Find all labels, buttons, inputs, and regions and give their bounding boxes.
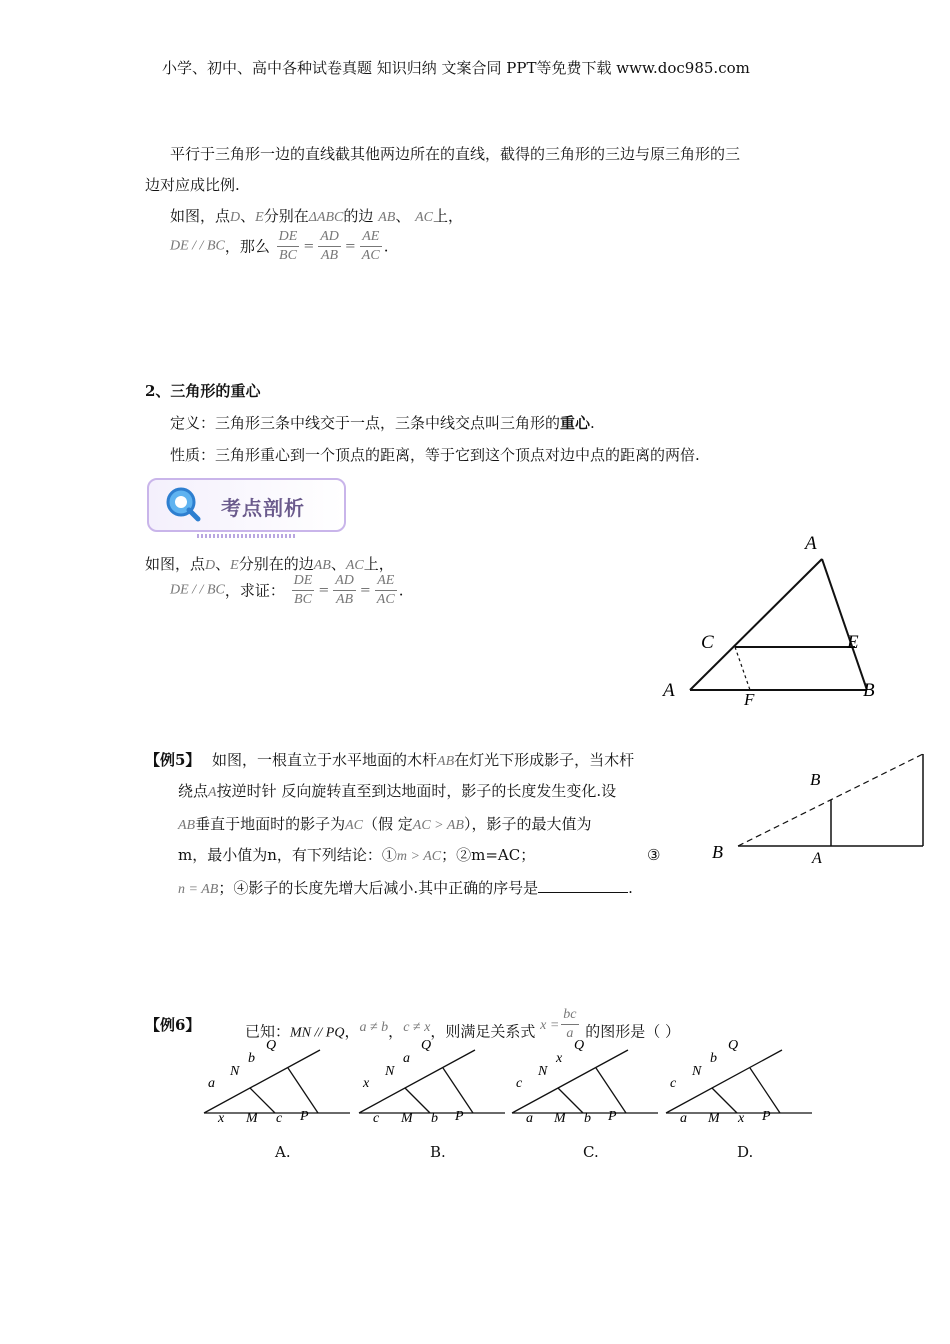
- dashed-segment: [735, 647, 750, 690]
- math-parallel: DE / / BC: [170, 238, 225, 254]
- example-5-line-4: [178, 844, 535, 868]
- option-letter-3[interactable]: C.: [583, 1143, 599, 1161]
- text: 绕点: [178, 782, 209, 800]
- label-base-3: x: [738, 1111, 745, 1125]
- text: （假 定: [363, 815, 413, 833]
- text: 垂直于地面时的影子为: [195, 815, 346, 833]
- slant-line: [512, 1050, 628, 1113]
- theorem-line-3: [170, 205, 463, 229]
- text: ，那么: [224, 237, 270, 256]
- equals-sign: =: [303, 238, 315, 254]
- math-ab: AB: [437, 754, 455, 769]
- label-left: x: [363, 1076, 370, 1091]
- text: 、: [395, 207, 411, 225]
- label-a: A: [812, 850, 822, 867]
- text: ，则满足关系式: [430, 1022, 536, 1041]
- badge-stripe: [197, 534, 297, 538]
- bold-term: 重心: [560, 414, 591, 432]
- text: 、: [240, 207, 256, 225]
- label-n: N: [230, 1064, 240, 1079]
- math-d: D: [230, 210, 241, 225]
- text: 上，: [363, 555, 394, 573]
- equals-sign: =: [344, 238, 356, 254]
- numerator: AD: [318, 228, 341, 247]
- label-base-1: x: [218, 1111, 225, 1125]
- label-q: Q: [728, 1038, 739, 1053]
- example-5-tag: 【例5】: [145, 751, 201, 769]
- numerator: AE: [375, 572, 397, 591]
- fraction-ad-ab: [333, 572, 356, 609]
- proof-line-2: [170, 572, 403, 609]
- denominator: AB: [336, 592, 354, 607]
- label-upper: a: [403, 1051, 410, 1066]
- math-triangle: ΔABC: [308, 210, 344, 225]
- slant-line: [204, 1050, 320, 1113]
- numerator: AD: [333, 572, 356, 591]
- math-x-eq: x =: [540, 1017, 560, 1033]
- parallel-pq: [596, 1068, 626, 1113]
- label-base-3: c: [276, 1111, 283, 1125]
- numerator: DE: [292, 572, 315, 591]
- text: ；②m=AC；: [441, 846, 536, 864]
- label-c: C: [701, 632, 714, 653]
- example-5-line-2: [178, 780, 616, 804]
- side-left: [690, 559, 822, 690]
- label-m: M: [401, 1111, 413, 1125]
- option-figure-3: [508, 1035, 663, 1125]
- slant-line: [666, 1050, 782, 1113]
- label-left: c: [516, 1076, 523, 1091]
- math-given: MN // PQ: [290, 1025, 345, 1041]
- math-ac: AC: [345, 558, 364, 573]
- label-m: M: [554, 1111, 566, 1125]
- text: 的图形是（ ）: [585, 1022, 681, 1041]
- label-b: B: [863, 680, 875, 701]
- text: 定义：三角形三条中线交于一点，三条中线交点叫三角形的: [170, 414, 561, 432]
- triangle-figure: [655, 530, 895, 710]
- math-condition: AC > AB: [412, 818, 464, 833]
- text: ；④影子的长度先增大后减小.其中正确的序号是: [218, 879, 539, 897]
- theorem-line-4: [170, 228, 388, 265]
- label-base-1: c: [373, 1111, 380, 1125]
- denominator: BC: [279, 248, 297, 263]
- text: ，求证：: [224, 581, 285, 600]
- text: 如图，点: [170, 207, 231, 225]
- label-p: P: [455, 1109, 464, 1124]
- numerator: bc: [561, 1006, 578, 1025]
- text: 如图，一根直立于水平地面的木杆: [212, 751, 438, 769]
- text: 如图，点: [145, 555, 206, 573]
- magnifier-icon: [163, 484, 203, 524]
- label-base-1: a: [680, 1111, 687, 1125]
- text: 分别在的边: [238, 555, 314, 573]
- math-ab: AB: [178, 818, 196, 833]
- example-5-line-1: [212, 749, 634, 773]
- text: 按逆时针 反向旋转直至到达地面时，影子的长度发生变化.设: [216, 782, 617, 800]
- label-p: P: [762, 1109, 771, 1124]
- answer-blank[interactable]: [538, 876, 628, 893]
- math-e: E: [255, 210, 264, 225]
- math-conclusion-3: n = AB: [178, 882, 219, 897]
- math-a: A: [208, 785, 217, 800]
- badge-title: 考点剖析: [221, 496, 305, 520]
- label-m: M: [708, 1111, 720, 1125]
- equals-sign: =: [318, 582, 330, 598]
- denominator: AC: [361, 248, 380, 263]
- label-upper: b: [248, 1051, 255, 1066]
- math-c-neq-x: c ≠ x: [403, 1019, 431, 1035]
- text: 、: [330, 555, 346, 573]
- label-a-top: A: [805, 533, 817, 554]
- option-letter-2[interactable]: B.: [430, 1143, 446, 1161]
- numerator: DE: [277, 228, 300, 247]
- math-ab: AB: [313, 558, 331, 573]
- denominator: BC: [294, 592, 312, 607]
- parallel-mn: [405, 1088, 430, 1113]
- parallel-pq: [443, 1068, 473, 1113]
- text: .: [398, 581, 404, 600]
- fraction-de-bc: [277, 228, 300, 265]
- label-n: N: [538, 1064, 548, 1079]
- math-conclusion-1: m > AC: [396, 849, 442, 864]
- label-n: N: [692, 1064, 702, 1079]
- option-figure-4: [662, 1035, 817, 1125]
- label-q: Q: [266, 1038, 277, 1053]
- shadow-figure: [700, 748, 930, 868]
- label-f: F: [744, 690, 755, 709]
- text: ），影子的最大值为: [463, 815, 592, 833]
- slant-line: [359, 1050, 475, 1113]
- parallel-mn: [712, 1088, 737, 1113]
- parallel-mn: [250, 1088, 275, 1113]
- math-ab: AB: [378, 210, 396, 225]
- label-base-1: a: [526, 1111, 533, 1125]
- page-header: 小学、初中、高中各种试卷真题 知识归纳 文案合同 PPT等免费下载 www.doc985.com: [162, 59, 750, 77]
- label-b-left: B: [712, 842, 723, 862]
- parallel-mn: [558, 1088, 583, 1113]
- math-ac: AC: [415, 210, 433, 225]
- theorem-line-2: 边对应成比例.: [145, 176, 240, 194]
- label-left: c: [670, 1076, 677, 1091]
- section-title: 2、三角形的重心: [145, 382, 261, 400]
- analysis-badge: [147, 478, 346, 532]
- example-5-line-5: [178, 876, 633, 901]
- label-e: E: [847, 632, 859, 653]
- label-a-left: A: [663, 680, 675, 701]
- text: 的边: [343, 207, 374, 225]
- side-right: [822, 559, 867, 690]
- centroid-definition: [170, 412, 595, 434]
- text: 分别在: [263, 207, 309, 225]
- example-6-tag: 【例6】: [145, 1016, 201, 1034]
- equals-sign: =: [359, 582, 371, 598]
- label-p: P: [300, 1109, 309, 1124]
- math-ac: AC: [345, 818, 364, 833]
- label-base-3: b: [584, 1111, 591, 1125]
- denominator: a: [566, 1026, 574, 1041]
- math-d: D: [205, 558, 216, 573]
- parallel-pq: [750, 1068, 780, 1113]
- fraction-ad-ab: [318, 228, 341, 265]
- label-base-3: b: [431, 1111, 438, 1125]
- text: 在灯光下形成影子，当木杆: [454, 751, 635, 769]
- fraction-de-bc: [292, 572, 315, 609]
- text: .: [628, 879, 633, 897]
- label-q: Q: [421, 1038, 432, 1053]
- option-letter-4[interactable]: D.: [737, 1143, 754, 1161]
- text: 已知：: [245, 1022, 291, 1041]
- label-q: Q: [574, 1038, 585, 1053]
- option-figure-1: [200, 1035, 355, 1125]
- option-figure-2: [355, 1035, 510, 1125]
- math-parallel: DE / / BC: [170, 582, 225, 598]
- label-m: M: [246, 1111, 258, 1125]
- text: .: [590, 414, 595, 432]
- label-upper: b: [710, 1051, 717, 1066]
- denominator: AC: [376, 592, 395, 607]
- label-upper: x: [556, 1051, 563, 1066]
- text: 、: [215, 555, 231, 573]
- option-letter-1[interactable]: A.: [275, 1143, 291, 1161]
- fraction-ae-ac: [375, 572, 397, 609]
- label-n: N: [385, 1064, 395, 1079]
- label-left: a: [208, 1076, 215, 1091]
- math-e: E: [230, 558, 239, 573]
- text: m，最小值为n，有下列结论：①: [178, 846, 397, 864]
- example-5-circle-3: ③: [647, 846, 661, 864]
- label-p: P: [608, 1109, 617, 1124]
- theorem-line-1: 平行于三角形一边的直线截其他两边所在的直线，截得的三角形的三边与原三角形的三: [170, 145, 741, 163]
- numerator: AE: [360, 228, 382, 247]
- text: 上，: [433, 207, 464, 225]
- centroid-property: 性质：三角形重心到一个顶点的距离，等于它到这个顶点对边中点的距离的两倍.: [170, 446, 700, 464]
- fraction-ae-ac: [360, 228, 382, 265]
- text: .: [383, 237, 389, 256]
- label-b-top: B: [810, 770, 821, 789]
- math-a-neq-b: a ≠ b: [359, 1019, 389, 1035]
- parallel-pq: [288, 1068, 318, 1113]
- example-5-line-3: [178, 813, 592, 837]
- denominator: AB: [321, 248, 339, 263]
- example-6-prompt: 已知：MN // PQ，a ≠ b，c ≠ x，则满足关系式 x = $\frac{bc}{a}$ 的图形是（ ）: [245, 1007, 681, 1041]
